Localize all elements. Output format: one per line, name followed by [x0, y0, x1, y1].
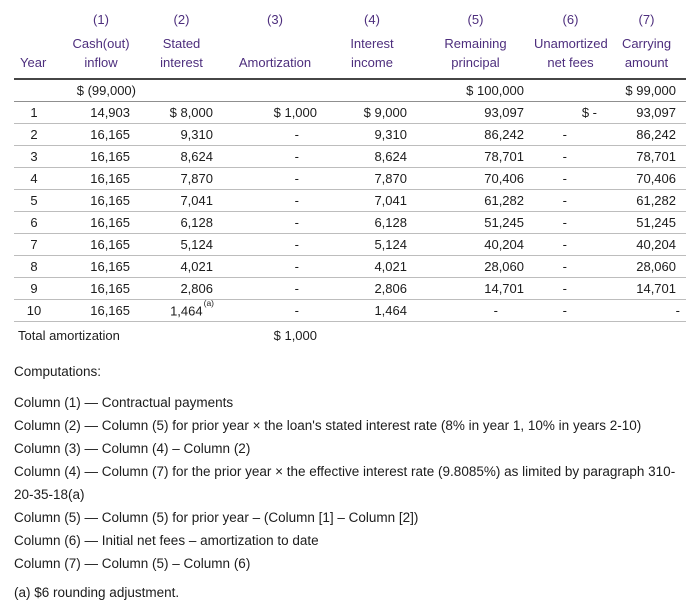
data-row	[14, 211, 686, 233]
value-cell: -	[223, 299, 327, 321]
value-cell: $ 1,000	[223, 101, 327, 123]
column-header-5	[417, 8, 534, 79]
column-header-year	[14, 8, 62, 79]
year-cell: 3	[14, 145, 62, 167]
value-cell: 86,242	[417, 123, 534, 145]
value-cell: 16,165	[62, 233, 140, 255]
value-cell: 4,021	[140, 255, 223, 277]
value-cell: 1,464	[327, 299, 417, 321]
column-header-3	[223, 8, 327, 79]
value-cell: 6,128	[327, 211, 417, 233]
value-cell: 16,165	[62, 299, 140, 321]
column-header-label: amount	[624, 55, 669, 70]
value-cell: 61,282	[417, 189, 534, 211]
total-amortization-cell: $ 1,000	[273, 327, 317, 343]
value-cell	[140, 79, 223, 101]
value-cell: 9,310	[140, 123, 223, 145]
column-header-label: principal	[451, 55, 500, 70]
column-number: (3)	[267, 12, 283, 27]
value-cell: 14,701	[417, 277, 534, 299]
value-cell: 7,870	[327, 167, 417, 189]
value-cell: 7,870	[140, 167, 223, 189]
value-cell: -	[534, 145, 607, 167]
total-label: Total amortization	[18, 327, 120, 343]
column-header-label: net fees	[547, 55, 594, 70]
year-cell: 1	[14, 101, 62, 123]
value-cell: 7,041	[327, 189, 417, 211]
column-header-1	[62, 8, 140, 79]
value-cell: -	[534, 277, 607, 299]
value-cell: -	[223, 277, 327, 299]
value-cell: -	[534, 123, 607, 145]
value-cell: 16,165	[62, 189, 140, 211]
year-cell: 2	[14, 123, 62, 145]
amortization-table	[14, 8, 686, 346]
value-cell: 93,097	[607, 101, 686, 123]
value-cell: 70,406	[607, 167, 686, 189]
value-cell: 1,464$^{(a)}$	[140, 299, 223, 321]
value-cell: -	[223, 123, 327, 145]
table-body	[14, 79, 686, 346]
year-cell: 7	[14, 233, 62, 255]
computation-line-4: Column (4) — Column (7) for the prior year × the effective interest rate (9.8085%) as limited by paragraph 310-20-35-18(a)	[14, 464, 676, 502]
data-row	[14, 101, 686, 123]
column-header-label: Cash(out)	[72, 36, 130, 51]
value-cell: $ 8,000	[140, 101, 223, 123]
value-cell: -	[223, 255, 327, 277]
column-number: (1)	[93, 12, 109, 27]
value-cell: 28,060	[417, 255, 534, 277]
column-header-label: income	[351, 55, 393, 70]
value-cell: 16,165	[62, 123, 140, 145]
column-header-label: interest	[160, 55, 203, 70]
value-cell: -	[534, 233, 607, 255]
value-cell: 16,165	[62, 255, 140, 277]
column-header-6	[534, 8, 607, 79]
column-number: (2)	[173, 12, 190, 27]
value-cell: 16,165	[62, 211, 140, 233]
data-row	[14, 145, 686, 167]
column-number: (6)	[562, 12, 579, 27]
value-cell: 40,204	[417, 233, 534, 255]
column-header-label: inflow	[84, 55, 118, 70]
column-header-label: Remaining	[444, 36, 507, 51]
data-row	[14, 255, 686, 277]
column-number: (7)	[638, 12, 655, 27]
value-cell: -	[223, 167, 327, 189]
value-cell: $ 100,000	[417, 79, 534, 101]
footnote: (a) $6 rounding adjustment.	[14, 585, 180, 600]
value-cell	[327, 79, 417, 101]
year-cell: 9	[14, 277, 62, 299]
column-number: (4)	[364, 12, 380, 27]
computation-line-1: Column (1) — Contractual payments	[14, 395, 234, 410]
value-cell: $ -	[534, 101, 607, 123]
value-cell: 51,245	[607, 211, 686, 233]
value-cell: 51,245	[417, 211, 534, 233]
value-cell: $ (99,000)	[62, 79, 140, 101]
value-cell: -	[417, 299, 534, 321]
column-header-label: Interest	[350, 36, 394, 51]
value-cell: 16,165	[62, 167, 140, 189]
value-cell: 2,806	[327, 277, 417, 299]
computation-line-2: Column (2) — Column (5) for prior year × the loan's stated interest rate (8% in year 1, 10% in years 2-10)	[14, 418, 642, 433]
value-cell: 93,097	[417, 101, 534, 123]
value-cell: 6,128	[140, 211, 223, 233]
value-cell: 16,165	[62, 145, 140, 167]
data-row	[14, 189, 686, 211]
value-cell: 8,624	[140, 145, 223, 167]
value-cell: $ 9,000	[327, 101, 417, 123]
value-cell: 40,204	[607, 233, 686, 255]
data-row	[14, 299, 686, 321]
column-header-2	[140, 8, 223, 79]
value-cell: 8,624	[327, 145, 417, 167]
value-cell: -	[223, 145, 327, 167]
value-cell: 28,060	[607, 255, 686, 277]
value-cell: 16,165	[62, 277, 140, 299]
initial-balance-row	[14, 79, 686, 101]
footnote-marker: (a)	[203, 297, 214, 308]
column-header-label: Carrying	[621, 36, 672, 51]
value-cell: -	[534, 211, 607, 233]
value-cell: -	[534, 189, 607, 211]
computations-section	[14, 360, 690, 604]
value-cell: 70,406	[417, 167, 534, 189]
column-header-label: Amortization	[238, 55, 312, 70]
column-header-label: Unamortized	[534, 36, 608, 51]
value-cell: 78,701	[417, 145, 534, 167]
value-cell: 2,806	[140, 277, 223, 299]
column-header-label: Year	[20, 55, 47, 70]
value-cell: 9,310	[327, 123, 417, 145]
value-cell: 4,021	[327, 255, 417, 277]
year-cell: 10	[14, 299, 62, 321]
column-header-4	[327, 8, 417, 79]
value-cell: 5,124	[140, 233, 223, 255]
computation-line-5: Column (5) — Column (5) for prior year – (Column [1] – Column [2])	[14, 510, 419, 525]
value-cell: -	[534, 167, 607, 189]
year-cell	[14, 79, 62, 101]
value-cell: -	[534, 299, 607, 321]
data-row	[14, 233, 686, 255]
column-header-label: Stated	[162, 36, 201, 51]
total-row	[14, 321, 686, 346]
value-cell: 7,041	[140, 189, 223, 211]
value-cell: 61,282	[607, 189, 686, 211]
table-header-row	[14, 8, 686, 79]
value-cell: -	[223, 211, 327, 233]
value-cell: 5,124	[327, 233, 417, 255]
year-cell: 6	[14, 211, 62, 233]
value-cell: 14,903	[62, 101, 140, 123]
value-cell: -	[223, 233, 327, 255]
computations-heading: Computations:	[14, 364, 102, 379]
value-cell	[534, 79, 607, 101]
value-cell: $ 99,000	[607, 79, 686, 101]
value-cell: 78,701	[607, 145, 686, 167]
value-cell: -	[607, 299, 686, 321]
computation-line-3: Column (3) — Column (4) – Column (2)	[14, 441, 251, 456]
computation-line-7: Column (7) — Column (5) – Column (6)	[14, 556, 251, 571]
value-cell: -	[223, 189, 327, 211]
year-cell: 8	[14, 255, 62, 277]
value-cell: 86,242	[607, 123, 686, 145]
data-row	[14, 123, 686, 145]
year-cell: 5	[14, 189, 62, 211]
value-cell	[223, 79, 327, 101]
column-header-7	[607, 8, 686, 79]
data-row	[14, 167, 686, 189]
computation-line-6: Column (6) — Initial net fees – amortization to date	[14, 533, 319, 548]
column-number: (5)	[467, 12, 484, 27]
value-cell: -	[534, 255, 607, 277]
value-cell: 14,701	[607, 277, 686, 299]
year-cell: 4	[14, 167, 62, 189]
data-row	[14, 277, 686, 299]
